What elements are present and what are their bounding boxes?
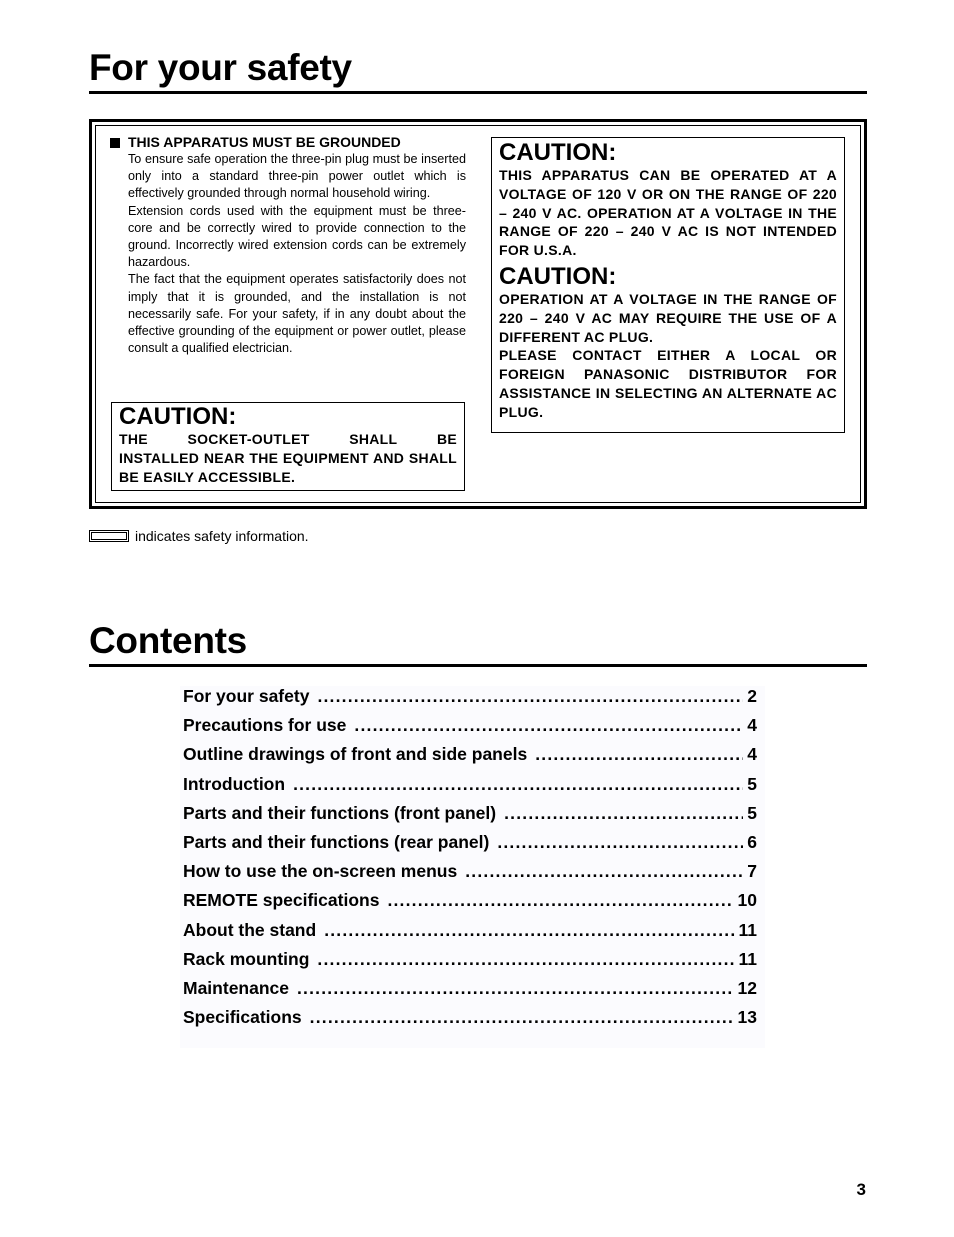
toc-leader-dots	[465, 861, 743, 882]
grounding-text	[128, 151, 466, 357]
legend-text: indicates safety information.	[135, 528, 309, 544]
grounding-heading: THIS APPARATUS MUST BE GROUNDED	[128, 134, 401, 150]
toc-entry[interactable]	[183, 861, 757, 890]
caution-voltage-text: THIS APPARATUS CAN BE OPERATED AT A VOLTAGE OF 120 V OR ON THE RANGE OF 220 – 240 V AC. OPERATION AT A VOLTAGE IN THE RANGE OF 220 – 240 V AC IS NOT INTENDED FOR U.S.A.	[499, 167, 837, 259]
toc-leader-dots	[317, 686, 743, 707]
toc-entry-label: Precautions for use	[183, 715, 347, 736]
caution-word: BE	[436, 431, 457, 447]
toc-entry-label: About the stand	[183, 919, 317, 940]
caution-socket-text	[119, 430, 457, 486]
grounding-paragraph: The fact that the equipment operates satisfactorily does not imply that it is grounded, and the installation is not necessarily safe. For your safety, if in any doubt about the effective grounding of the equipment or power outlet, please consult a qualified electrician.	[128, 272, 466, 356]
toc-entry[interactable]	[183, 1007, 757, 1036]
page-number: 3	[856, 1180, 866, 1199]
toc-entry-page: 13	[737, 1007, 757, 1028]
toc-entry-label: Specifications	[183, 1007, 302, 1028]
toc-leader-dots	[310, 1007, 734, 1028]
toc-leader-dots	[387, 890, 733, 911]
toc-entry[interactable]	[183, 803, 757, 832]
caution-title: CAUTION:	[119, 403, 237, 430]
toc-entry-label: Maintenance	[183, 977, 289, 998]
toc-leader-dots	[317, 949, 734, 970]
toc-entry-label: How to use the on-screen menus	[183, 861, 458, 882]
toc-entry-page: 11	[738, 948, 757, 969]
caution-plug-text: OPERATION AT A VOLTAGE IN THE RANGE OF 220 – 240 V AC MAY REQUIRE THE USE OF A DIFFERENT AC PLUG.	[499, 290, 837, 345]
toc-entry-page: 5	[747, 773, 757, 794]
toc-entry-page: 7	[747, 861, 757, 882]
toc-entry-page: 4	[747, 715, 757, 736]
toc-entry[interactable]	[183, 686, 757, 715]
toc-entry-page: 11	[738, 919, 757, 940]
toc-entry-page: 6	[747, 831, 757, 852]
caution-voltage-box	[491, 137, 845, 433]
safety-legend	[89, 528, 309, 544]
toc-leader-dots	[293, 774, 743, 795]
toc-entry[interactable]	[183, 920, 757, 949]
toc-entry[interactable]	[183, 978, 757, 1007]
caution-socket-box	[111, 402, 465, 491]
toc-entry[interactable]	[183, 890, 757, 919]
caution-contact-text: PLEASE CONTACT EITHER A LOCAL OR FOREIGN PANASONIC DISTRIBUTOR FOR ASSISTANCE IN SELECTING AN ALTERNATE AC PLUG.	[499, 347, 837, 420]
caution-word: THE	[119, 431, 148, 447]
grounding-paragraph: Extension cords used with the equipment must be three-core and be correctly wired to provide connection to the ground. Incorrectly wired extension cords can be extremely hazardous.	[128, 203, 466, 270]
toc-leader-dots	[504, 803, 743, 824]
toc-entry-label: Outline drawings of front and side panels	[183, 744, 528, 765]
toc-leader-dots	[535, 744, 743, 765]
caution-word: SOCKET-OUTLET	[187, 431, 310, 447]
toc-leader-dots	[497, 832, 743, 853]
grounding-notice	[110, 134, 466, 357]
toc-entry-label: Parts and their functions (front panel)	[183, 802, 497, 823]
toc-entry-page: 5	[747, 802, 757, 823]
square-bullet-icon	[110, 138, 120, 148]
grounding-paragraph: To ensure safe operation the three-pin plug must be inserted only into a standard three-pin power outlet which is effectively grounded through normal household wiring.	[128, 152, 466, 201]
toc-entry[interactable]	[183, 744, 757, 773]
toc-entry[interactable]	[183, 832, 757, 861]
safety-frame-icon	[89, 530, 129, 542]
caution-word: SHALL	[349, 431, 398, 447]
toc-entry[interactable]	[183, 774, 757, 803]
contents-title: Contents	[89, 618, 867, 667]
toc-entry-page: 4	[747, 744, 757, 765]
toc-entry[interactable]	[183, 715, 757, 744]
toc-entry-label: Parts and their functions (rear panel)	[183, 831, 490, 852]
toc-entry-label: Introduction	[183, 773, 286, 794]
toc-entry-label: REMOTE specifications	[183, 890, 380, 911]
toc-entry-label: Rack mounting	[183, 948, 310, 969]
toc-leader-dots	[297, 978, 734, 999]
caution-title: CAUTION:	[499, 139, 617, 166]
toc-entry-page: 2	[747, 686, 757, 706]
toc-entry-label: For your safety	[183, 686, 310, 706]
toc-entry[interactable]	[183, 949, 757, 978]
page-title: For your safety	[89, 45, 867, 94]
table-of-contents	[180, 686, 765, 1048]
toc-entry-page: 10	[737, 890, 757, 911]
toc-entry-page: 12	[737, 977, 757, 998]
caution-title: CAUTION:	[499, 262, 617, 290]
caution-socket-rest: INSTALLED NEAR THE EQUIPMENT AND SHALL BE EASILY ACCESSIBLE.	[119, 449, 457, 485]
toc-leader-dots	[324, 920, 734, 941]
toc-leader-dots	[354, 715, 743, 736]
